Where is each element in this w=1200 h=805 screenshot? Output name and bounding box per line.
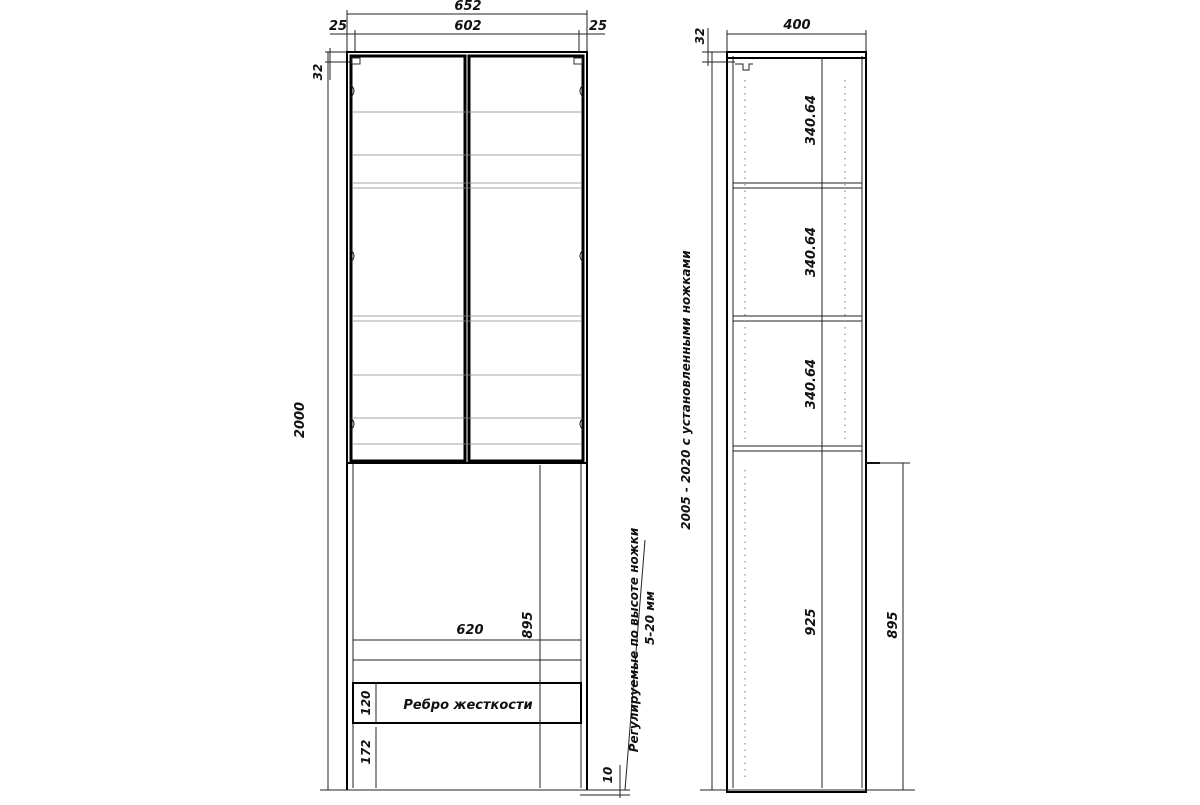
depth-label: 400 (783, 18, 811, 33)
side-panel-outline (727, 52, 866, 792)
base-height-label: 895 (521, 611, 536, 639)
side-top-thickness-label: 32 (693, 27, 707, 45)
total-height-label: 2000 (293, 401, 308, 439)
left-glass-door (351, 56, 465, 461)
right-offset-label: 25 (588, 19, 608, 34)
front-view (293, 0, 657, 798)
leg-height-label: 10 (601, 766, 615, 784)
base-width-label: 620 (456, 623, 484, 638)
lower-height-label: 925 (804, 608, 819, 636)
left-offset-label: 25 (328, 19, 348, 34)
shelf-3-label: 340.64 (804, 358, 819, 410)
leg-note-line2: 5-20 мм (643, 591, 657, 645)
side-base-height-label: 895 (886, 611, 901, 639)
overall-width-label: 652 (454, 0, 482, 14)
leg-note-line1: Регулируемые по высоте ножки (627, 527, 641, 753)
height-with-legs-label: 2005 - 2020 с установленными ножками (679, 250, 693, 530)
right-glass-door (469, 56, 583, 461)
front-top-thickness-label: 32 (311, 63, 325, 81)
shelf-1-label: 340.64 (804, 94, 819, 146)
bottom-height-label: 172 (359, 739, 373, 765)
upper-cabinet-outline (347, 52, 587, 463)
stiffener-height-label: 120 (359, 690, 373, 716)
inner-width-label: 602 (454, 19, 482, 34)
side-view (679, 18, 915, 792)
stiffener-label: Ребро жесткости (403, 698, 533, 713)
shelf-2-label: 340.64 (804, 226, 819, 278)
